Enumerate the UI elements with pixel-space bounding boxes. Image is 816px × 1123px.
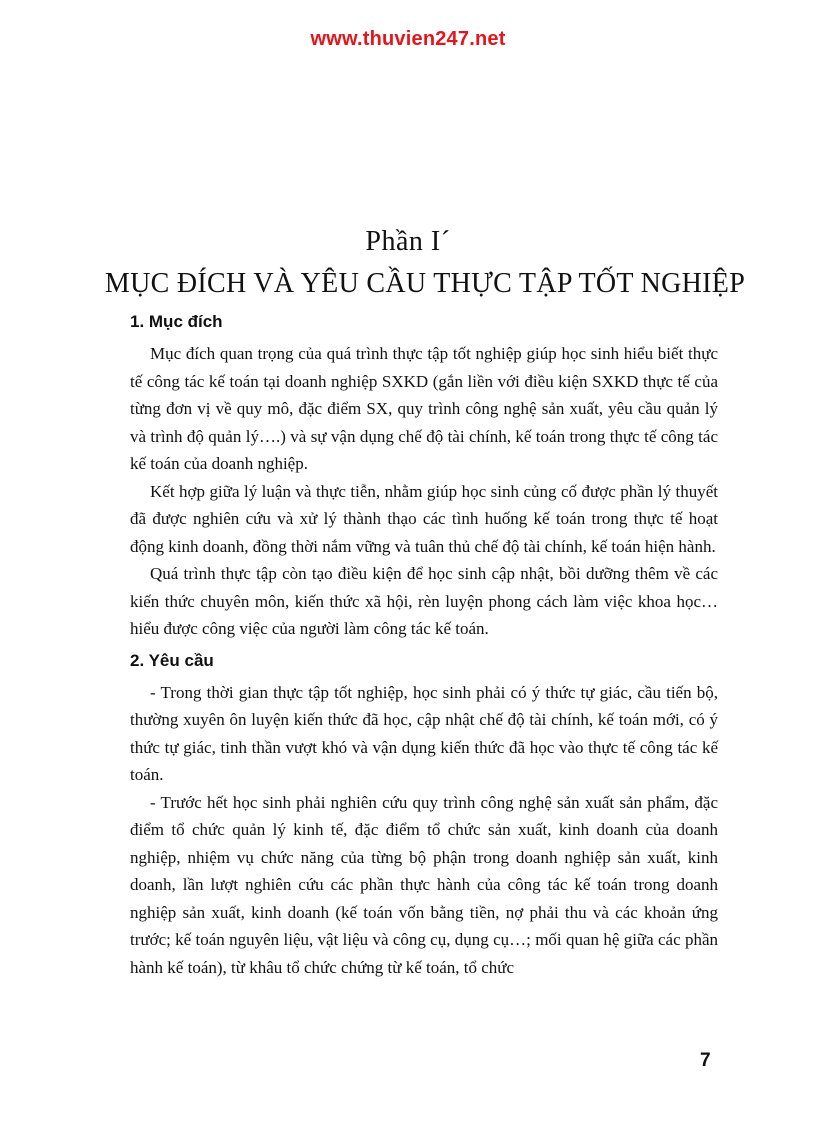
section-purpose (130, 312, 718, 643)
paragraph: - Trong thời gian thực tập tốt nghiệp, học sinh phải có ý thức tự giác, cầu tiến bộ, thường xuyên ôn luyện kiến thức đã học, cập nhật chế độ tài chính, kế toán mới, có ý thức tự giác, tinh thần vượt khó và vận dụng kiến thức đã học vào thực tế công tác kế toán. (130, 682, 718, 784)
section-heading: 1. Mục đích (130, 312, 223, 331)
part-title: Phần I´ (365, 226, 451, 257)
main-content (130, 312, 718, 981)
chapter-title: MỤC ĐÍCH VÀ YÊU CẦU THỰC TẬP TỐT NGHIỆP (104, 268, 746, 299)
section-requirements (130, 651, 718, 982)
paragraph: - Trước hết học sinh phải nghiên cứu quy trình công nghệ sản xuất sản phẩm, đặc điểm tổ chức quản lý kinh tế, đặc điểm tổ chức sản xuất, kinh doanh của doanh nghiệp, nhiệm vụ chức năng của từng bộ phận trong doanh nghiệp sản xuất, kinh doanh, lần lượt nghiên cứu các phần thực hành của công tác kế toán trong doanh nghiệp sản xuất, kinh doanh (kế toán vốn bằng tiền, nợ phải thu và các khoản ứng trước; kế toán nguyên liệu, vật liệu và công cụ, dụng cụ…; mối quan hệ giữa các phần hành kế toán), từ khâu tổ chức chứng từ kế toán, tổ chức (130, 792, 718, 977)
section-heading: 2. Yêu cầu (130, 650, 214, 670)
paragraph: Quá trình thực tập còn tạo điều kiện để học sinh cập nhật, bồi dưỡng thêm về các kiến thức chuyên môn, kiến thức xã hội, rèn luyện phong cách làm việc khoa học… hiểu được công việc của người làm công tác kế toán. (130, 564, 718, 638)
page-number: 7 (700, 1050, 711, 1071)
paragraph: Kết hợp giữa lý luận và thực tiễn, nhằm giúp học sinh củng cố được phần lý thuyết đã được nghiên cứu và xử lý thành thạo các tình huống kế toán trong thực tế hoạt động kinh doanh, đồng thời nắm vững và tuân thủ chế độ tài chính, kế toán hiện hành. (130, 481, 718, 556)
watermark[interactable]: www.thuvien247.net (310, 28, 506, 50)
paragraph: Mục đích quan trọng của quá trình thực tập tốt nghiệp giúp học sinh hiểu biết thực tế công tác kế toán tại doanh nghiệp SXKD (gắn liền với điều kiện SXKD thực tế của từng đơn vị về quy mô, đặc điểm SX, quy trình công nghệ sản xuất, yêu cầu quản lý và trình độ quản lý….) và sự vận dụng chế độ tài chính, kế toán trong thực tế công tác kế toán của doanh nghiệp. (130, 344, 718, 473)
